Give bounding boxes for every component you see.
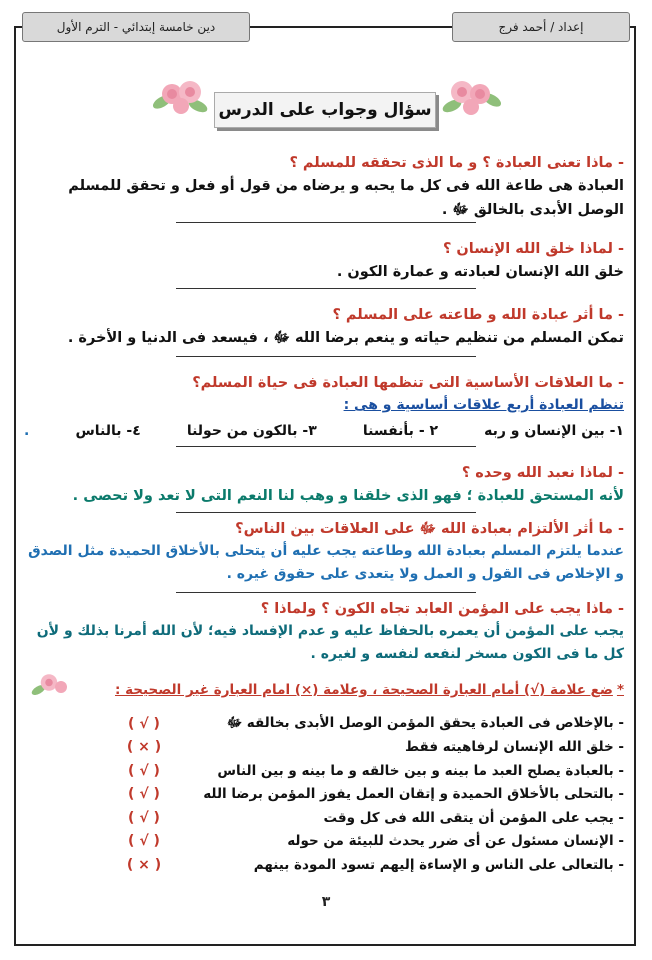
exercise-row: [24, 712, 624, 736]
relation-item: ٤- بالناس: [75, 423, 141, 439]
exercise-row: [24, 736, 624, 760]
exercise-row: [24, 759, 624, 783]
qa-block-2: [24, 238, 624, 284]
question-5: - لماذا نعبد الله وحده ؟: [461, 465, 624, 481]
exercise-row: [24, 853, 624, 877]
exercise-statement: - خلق الله الإنسان لرفاهيته فقط: [405, 739, 624, 756]
answer-1: العبادة هى طاعة الله فى كل ما يحبه و يرضاه من قول أو فعل و تحقق للمسلم الوصل الأبدى بالخالق ﷻ .: [68, 178, 624, 218]
question-4: - ما العلاقات الأساسية التى تنظمها العبادة فى حياة المسلم؟: [192, 375, 624, 391]
exercise-statement: - الإنسان مسئول عن أى ضرر يحدث للبيئة من حوله: [287, 833, 624, 850]
relation-end-dot: .: [24, 423, 30, 439]
relation-item: ١- بين الإنسان و ربه: [484, 423, 624, 439]
divider: [176, 288, 476, 289]
qa-block-3: [24, 304, 624, 350]
question-2: - لماذا خلق الله الإنسان ؟: [442, 241, 624, 257]
exercise-rows: [24, 712, 624, 877]
qa-block-7: [24, 598, 624, 666]
divider: [176, 222, 476, 223]
answer-6: عندما يلتزم المسلم بعبادة الله وطاعته يجب عليه أن يتحلى بالأخلاق الحميدة مثل الصدق و الإخلاص فى القول و العمل ولا يتعدى على حقوق غيره .: [28, 543, 624, 582]
exercise-statement: - يجب على المؤمن أن يتقى الله فى كل وقت: [323, 809, 624, 826]
question-6: - ما أثر الألتزام بعبادة الله ﷻ على العلاقات بين الناس؟: [235, 521, 624, 537]
answer-2: خلق الله الإنسان لعبادته و عمارة الكون .: [336, 264, 624, 280]
answer-mark: ( × ): [126, 856, 162, 873]
relation-item: ٢ - بأنفسنا: [362, 423, 439, 439]
relations-list: [24, 420, 624, 442]
exercise-instructions: [24, 680, 624, 700]
qa-block-5: [24, 462, 624, 508]
answer-mark: ( √ ): [128, 809, 160, 826]
exercise-statement: - بالتحلى بالأخلاق الحميدة و إتقان العمل يفوز المؤمن برضا الله: [203, 786, 624, 803]
star-icon: *: [616, 682, 624, 698]
header-subject: دين خامسة إبتدائي - الترم الأول: [22, 12, 250, 42]
exercise-row: [24, 830, 624, 854]
page-number: ٣: [321, 894, 331, 910]
answer-mark: ( √ ): [128, 786, 160, 803]
qa-block-4: [24, 372, 624, 442]
answer-mark: ( × ): [126, 739, 162, 756]
answer-mark: ( √ ): [128, 762, 160, 779]
exercise-row: [24, 806, 624, 830]
divider: [176, 356, 476, 357]
question-1: - ماذا تعنى العبادة ؟ و ما الذى تحققه للمسلم ؟: [289, 155, 624, 171]
exercise-title: ضع علامة (√) أمام العبارة الصحيحة ، وعلامة (×) امام العبارة غير الصحيحة :: [115, 682, 613, 698]
answer-5: لأنه المستحق للعبادة ؛ فهو الذى خلقنا و وهب لنا النعم التى لا تعد ولا تحصى .: [72, 488, 624, 504]
divider: [176, 592, 476, 593]
relation-item: ٣- بالكون من حولنا: [186, 423, 317, 439]
qa-block-1: [24, 152, 624, 222]
exercise-row: [24, 783, 624, 807]
divider: [176, 512, 476, 513]
lesson-title: سؤال وجواب على الدرس: [214, 92, 436, 128]
answer-mark: ( √ ): [128, 715, 160, 732]
header-author: إعداد / أحمد فرج: [452, 12, 630, 42]
flower-decoration-left: [148, 72, 212, 120]
answer-mark: ( √ ): [128, 833, 160, 850]
question-7: - ماذا يجب على المؤمن العابد تجاه الكون ؟ ولماذا ؟: [260, 601, 624, 617]
answer-7: يجب على المؤمن أن يعمره بالحفاظ عليه و عدم الإفساد فيه؛ لأن الله أمرنا بذلك و لأن كل ما فى الكون مسخر لنفعه لنفسه و لغيره .: [36, 623, 624, 662]
exercise-statement: - بالعبادة يصلح العبد ما بينه و بين خالقه و ما بينه و بين الناس: [217, 762, 624, 779]
question-3: - ما أثر عبادة الله و طاعته على المسلم ؟: [332, 307, 624, 323]
exercise-block: [24, 680, 624, 877]
exercise-statement: - بالتعالى على الناس و الإساءة إليهم تسود المودة بينهم: [253, 856, 624, 873]
relations-subheading: تنظم العبادة أربع علاقات أساسية و هى :: [343, 397, 624, 413]
answer-3: تمكن المسلم من تنظيم حياته و ينعم برضا الله ﷻ ، فيسعد فى الدنيا و الأخرة .: [67, 330, 624, 346]
exercise-statement: - بالإخلاص فى العبادة يحقق المؤمن الوصل الأبدى بخالقه ﷻ: [226, 714, 624, 731]
flower-decoration-right: [440, 72, 504, 120]
qa-block-6: [24, 518, 624, 586]
divider: [176, 446, 476, 447]
